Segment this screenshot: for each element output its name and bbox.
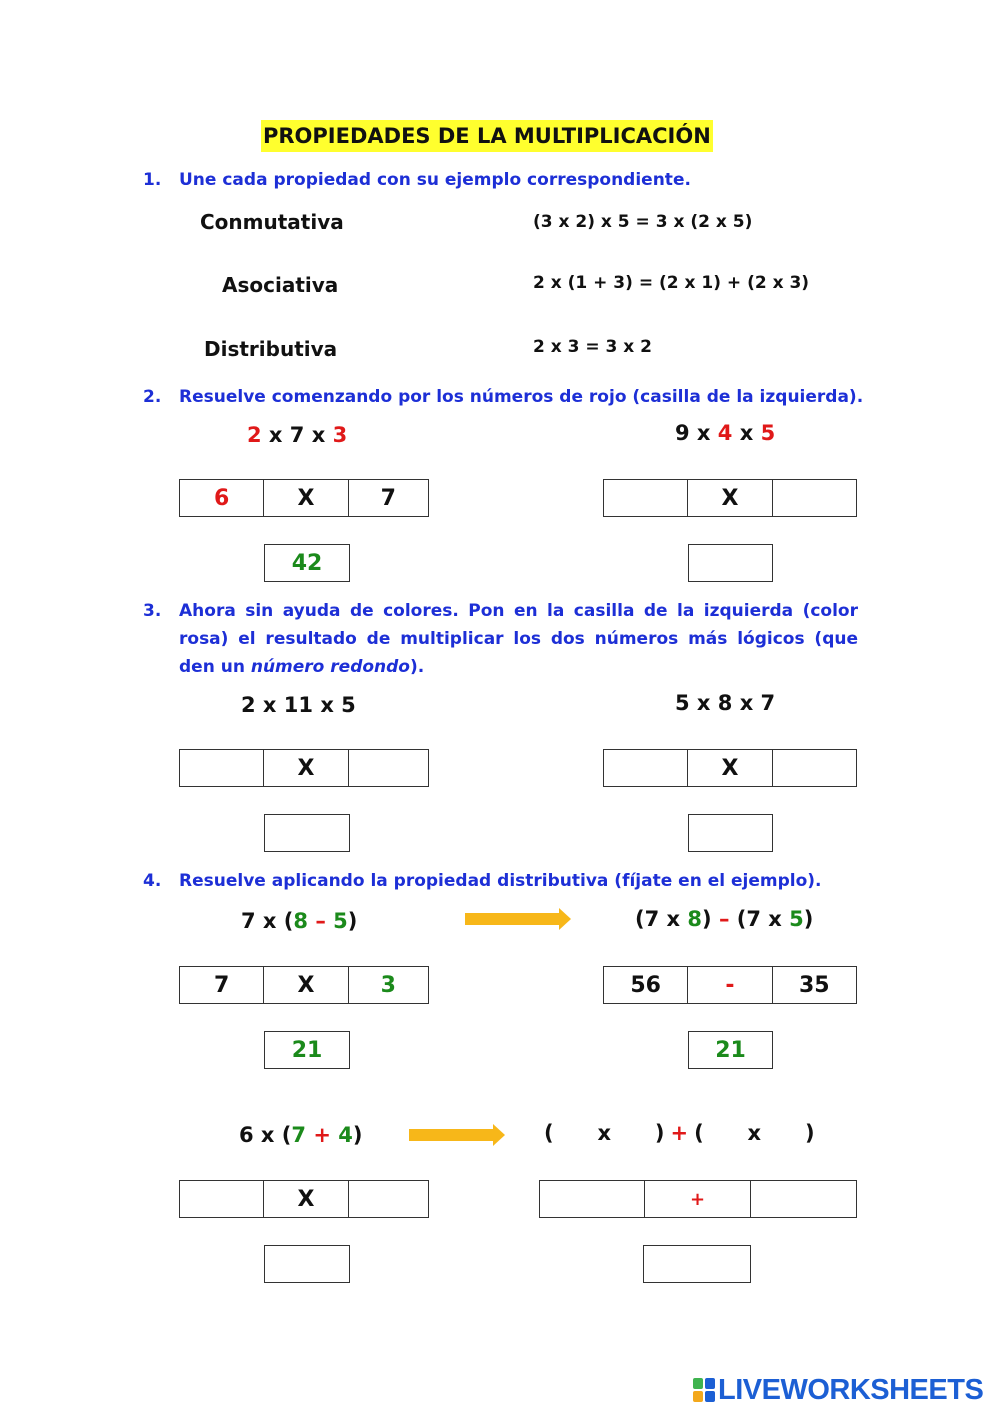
right-arrow-icon bbox=[465, 913, 561, 925]
task-right-cells bbox=[539, 1180, 857, 1218]
operator-cell: X bbox=[264, 1181, 348, 1217]
expression-part: x 7 x bbox=[261, 423, 333, 447]
green-number: 8 bbox=[687, 907, 703, 931]
page-title: PROPIEDADES DE LA MULTIPLICACIÓN bbox=[261, 120, 713, 152]
exercise-2-left-cells bbox=[179, 479, 429, 517]
exercise-2-right-expression bbox=[675, 421, 775, 445]
example-left-cells bbox=[179, 966, 429, 1004]
operator-cell: X bbox=[264, 480, 348, 516]
exercise-2-instruction: Resuelve comenzando por los números de rojo (casilla de la izquierda). bbox=[179, 387, 864, 407]
exercise-1-instruction: Une cada propiedad con su ejemplo correspondiente. bbox=[179, 170, 691, 190]
expression-part: (7 x bbox=[729, 907, 790, 931]
example-right-result: 21 bbox=[688, 1031, 773, 1069]
exercise-3-right-cells bbox=[603, 749, 857, 787]
exercise-3-number: 3. bbox=[143, 601, 162, 621]
exercise-3-left-expression: 2 x 11 x 5 bbox=[241, 693, 356, 717]
green-number: 4 bbox=[338, 1123, 353, 1147]
green-number: 5 bbox=[333, 909, 348, 933]
liveworksheets-logo-icon bbox=[693, 1378, 715, 1402]
exercise-3-left-result[interactable] bbox=[264, 814, 350, 852]
red-operator: – bbox=[718, 907, 730, 931]
red-operator: + bbox=[670, 1121, 689, 1145]
exercise-2-number: 2. bbox=[143, 387, 162, 407]
red-operator: + bbox=[306, 1123, 339, 1147]
answer-cell[interactable] bbox=[349, 750, 428, 786]
value-cell: 3 bbox=[380, 972, 396, 998]
task-left-cells bbox=[179, 1180, 429, 1218]
operator-cell: - bbox=[688, 967, 772, 1003]
expression-part: (7 x bbox=[635, 907, 688, 931]
example-left-result: 21 bbox=[264, 1031, 350, 1069]
task-left-expression bbox=[239, 1123, 362, 1147]
answer-cell[interactable] bbox=[604, 750, 688, 786]
red-number: 5 bbox=[760, 421, 776, 445]
green-number: 8 bbox=[293, 909, 309, 933]
task-right-result[interactable] bbox=[643, 1245, 751, 1283]
expression-part: 7 x ( bbox=[241, 909, 294, 933]
operator-cell: + bbox=[645, 1181, 750, 1217]
example-right-cells bbox=[603, 966, 857, 1004]
operator-cell: X bbox=[688, 480, 772, 516]
exercise-3-right-result[interactable] bbox=[688, 814, 773, 852]
right-arrow-icon bbox=[409, 1129, 495, 1141]
red-number: 4 bbox=[717, 421, 733, 445]
property-asociativa[interactable]: Asociativa bbox=[222, 273, 339, 297]
expression-part: ) bbox=[803, 907, 814, 931]
example-right-expression bbox=[635, 907, 813, 931]
value-cell: 56 bbox=[604, 967, 688, 1003]
expression-blank[interactable]: ( x ) bbox=[544, 1121, 665, 1145]
operator-cell: X bbox=[264, 967, 348, 1003]
red-operator: – bbox=[308, 909, 334, 933]
expression-part: ) bbox=[347, 909, 358, 933]
answer-cell[interactable] bbox=[604, 480, 688, 516]
red-number: 2 bbox=[247, 423, 262, 447]
answer-cell[interactable] bbox=[773, 750, 856, 786]
exercise-4-instruction: Resuelve aplicando la propiedad distributiva (fíjate en el ejemplo). bbox=[179, 871, 822, 891]
logo-text: LIVEWORKSHEETS bbox=[718, 1373, 984, 1406]
expression-part: ) bbox=[702, 907, 719, 931]
exercise-2-left-result[interactable]: 42 bbox=[264, 544, 350, 582]
task-left-result[interactable] bbox=[264, 1245, 350, 1283]
answer-cell[interactable] bbox=[751, 1181, 856, 1217]
property-distributiva[interactable]: Distributiva bbox=[204, 337, 338, 361]
operator-cell: X bbox=[688, 750, 772, 786]
red-number: 3 bbox=[332, 423, 348, 447]
exercise-3-right-expression: 5 x 8 x 7 bbox=[675, 691, 776, 715]
example-left-expression bbox=[241, 909, 357, 933]
expression-blank[interactable]: ( x ) bbox=[694, 1121, 815, 1145]
exercise-2-right-cells bbox=[603, 479, 857, 517]
expression-part: ) bbox=[352, 1123, 363, 1147]
exercise-3-instruction bbox=[179, 597, 858, 681]
green-number: 7 bbox=[291, 1123, 307, 1147]
exercise-4-number: 4. bbox=[143, 871, 162, 891]
expression-part: 6 x ( bbox=[239, 1123, 292, 1147]
exercise-3-left-cells bbox=[179, 749, 429, 787]
value-cell: 35 bbox=[799, 972, 830, 998]
expression-part: 9 x bbox=[675, 421, 718, 445]
task-right-expression bbox=[544, 1121, 815, 1145]
answer-cell[interactable] bbox=[180, 750, 264, 786]
answer-cell[interactable] bbox=[349, 1181, 428, 1217]
value-cell: 7 bbox=[180, 967, 264, 1003]
example-conmutativa[interactable]: 2 x 3 = 3 x 2 bbox=[533, 337, 652, 357]
liveworksheets-logo[interactable] bbox=[693, 1372, 983, 1408]
expression-part: x bbox=[732, 421, 761, 445]
exercise-2-left-expression bbox=[247, 423, 347, 447]
exercise-2-right-result[interactable] bbox=[688, 544, 773, 582]
answer-cell[interactable] bbox=[773, 480, 856, 516]
green-number: 5 bbox=[789, 907, 804, 931]
answer-cell[interactable] bbox=[540, 1181, 645, 1217]
value-cell: 7 bbox=[380, 485, 396, 511]
example-asociativa[interactable]: (3 x 2) x 5 = 3 x (2 x 5) bbox=[533, 212, 753, 232]
answer-cell[interactable]: 6 bbox=[180, 480, 264, 516]
operator-cell: X bbox=[264, 750, 348, 786]
property-conmutativa[interactable]: Conmutativa bbox=[200, 210, 344, 234]
instruction-text: ). bbox=[410, 657, 425, 677]
instruction-text: Ahora sin ayuda de colores. Pon en la casilla de la izquierda (color rosa) el resultado de multiplicar los dos números más lógicos (que den un bbox=[179, 601, 858, 677]
example-distributiva[interactable]: 2 x (1 + 3) = (2 x 1) + (2 x 3) bbox=[533, 273, 810, 293]
answer-cell[interactable] bbox=[180, 1181, 264, 1217]
instruction-italic: número redondo bbox=[250, 657, 410, 677]
exercise-1-number: 1. bbox=[143, 170, 162, 190]
